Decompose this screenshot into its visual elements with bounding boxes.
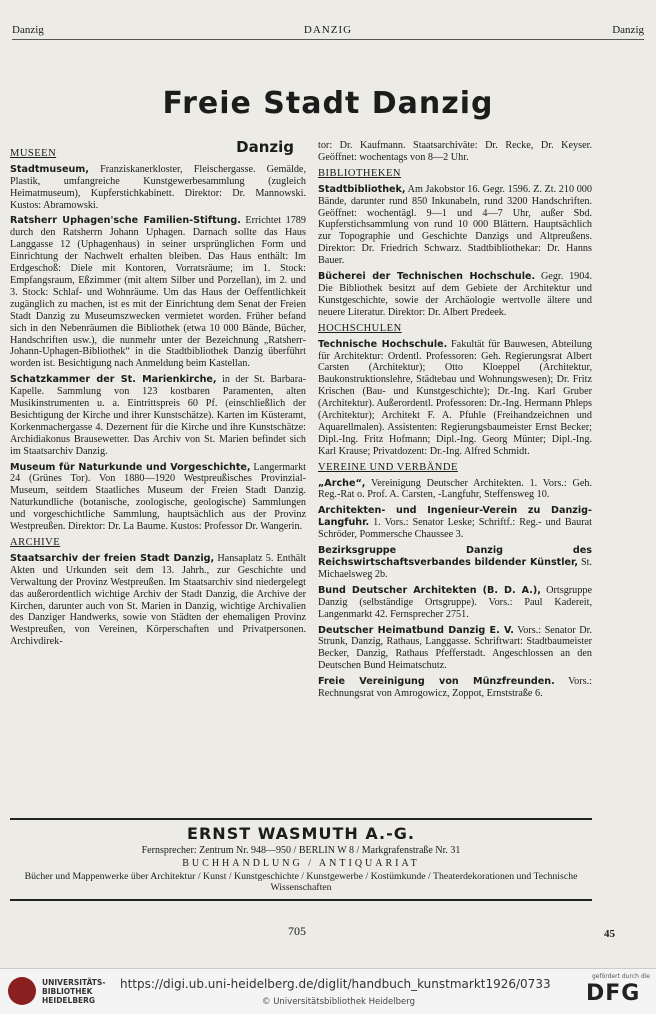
entry-name: Architekten- und Ingenieur-Verein zu Danzig-Langfuhr. bbox=[318, 505, 592, 529]
entry-name: Freie Vereinigung von Münzfreunden. bbox=[318, 676, 555, 688]
entry-text: Langermarkt 24 (Grünes Tor). Von 1880—1920 Westpreußisches Provinzial-Museum, seitdem Staatliches Museum der Freien Stadt Danzig. Naturkundliche (botanische, zoologische, geologische) Sammlungen und vorgeschichtliche Sammlung, hauptsächlich aus der Provinz Westpreußen. Direktor: Dr. La Baume. Kustos: Professor Dr. Wangerin. bbox=[10, 461, 306, 533]
entry-text: Am Jakobstor 16. Gegr. 1596. Z. Zt. 210 000 Bände, darunter rund 850 Inkunabeln, rund 3200 Handschriften. Geöffnet: wochentägl. 9—1 und 4—7 Uhr, außer Sbd. Kupferstichsammlung von rund 10 000 Blättern. Hauptsächlich zur Topographie und Geschichte Danzigs und Altpreußens. Direktor: Dr. Friedrich Schwarz. Stadtbibliothekar: Dr. Hanns Bauer. bbox=[318, 183, 592, 267]
directory-entry bbox=[318, 271, 592, 319]
copyright-notice: © Universitätsbibliothek Heidelberg bbox=[262, 997, 416, 1007]
entry-name: „Arche“, bbox=[318, 477, 366, 489]
entry-name: Bezirksgruppe Danzig des Reichswirtschaftsverbandes bildender Künstler, bbox=[318, 545, 592, 568]
directory-entry bbox=[10, 553, 306, 648]
entry-text: Ortsgruppe Danzig (selbständige Ortsgruppe). Vors.: Paul Kadereit, Langenmarkt 42. Fernsprecher 2751. bbox=[318, 584, 592, 620]
ad-brand: ERNST WASMUTH A.-G. bbox=[187, 824, 415, 843]
entry-text: Vereinigung Deutscher Architekten. 1. Vors.: Geh. Reg.-Rat o. Prof. A. Carsten, -Langfuhr, Steffensweg 10. bbox=[318, 477, 592, 501]
section-heading-bibliotheken: BIBLIOTHEKEN bbox=[318, 167, 401, 179]
institution-name: UNIVERSITÄTS- BIBLIOTHEK HEIDELBERG bbox=[42, 977, 106, 1005]
entry-name: Staatsarchiv der freien Stadt Danzig, bbox=[10, 552, 215, 564]
page-number: 705 bbox=[288, 924, 306, 938]
entry-text: St. Michaelsweg 2b. bbox=[318, 557, 593, 580]
entry-name: Bund Deutscher Architekten (B. D. A.), bbox=[318, 584, 541, 596]
entry-text: Vors.: Senator Dr. Strunk, Danzig, Rathaus, Langgasse. Schriftwart: Stadtbaumeister Becker, Danzig, Rathaus Pfefferstadt. Angeschlossen an den Deutschen Bund Heimatschutz. bbox=[318, 624, 592, 672]
entry-text: Fakultät für Bauwesen, Abteilung für Architektur: Ordentl. Professoren: Geh. Regierungsrat Albert Carsten (Architektur); Otto Kloeppel (Architektur, Baukonstruktionslehre, Städtebau und Wohnungswesen); Dr. Fritz Krischen (Bau- und Kunstgeschichte); Dr.-Ing. Karl Gruber (Architektur). Außerordentl. Professoren: Dr.-Ing. Hermann Phleps (Architektur); Architekt F. A. Pfuhle (Freihandzeichnen und Aquarellmalen). Assistenten: Regierungsbaumeister Ernst Becker; Dipl.-Ing. Fritz Hofmann; Dipl.-Ing. Georg Münter; Dipl.-Ing. Karl Krause; Privatdozent: Dr.-Ing. Alfred Schmidt. bbox=[318, 338, 593, 457]
directory-entry bbox=[10, 215, 306, 370]
directory-entry bbox=[318, 184, 592, 267]
entry-text: Franziskanerkloster, Fleischergasse. Gemälde, Plastik, umfangreiche Kunstgewerbesammlung (zugleich Heimatmuseum), Kupferstichkabinett. Direktor: Dr. Mannowski. Kustos: Abramowski. bbox=[10, 163, 306, 211]
heidelberg-logo[interactable] bbox=[8, 977, 105, 1005]
entry-name: Stadtmuseum, bbox=[10, 163, 89, 175]
entry-text: Gegr. 1904. Die Bibliothek besitzt auf dem Gebiete der Architektur und Kunstgeschichte, sowie der Archäologie wertvolle ältere und neuere Literatur. Direktor: Dr. Albert Predeek. bbox=[318, 271, 592, 318]
entry-text: Errichtet 1789 durch den Ratsherrn Johann Uphagen. Darnach sollte das Haus Langgasse 12 (Uphagenhaus) in seiner ursprünglichen Form und Einrichtung der Nachwelt erhalten bleiben. Das Haus enthält: Im Erdgeschoß: Diele mit Kontoren, Vorratsräume; im 1. Stock: Empfangsraum, Eßzimmer (mit altem Silber und Porzellan), im 2. und 3. Stock: Schlaf- und Wohnräume. Um das Haus der Oeffentlichkeit zugänglich zu machen, ist es mit der Einrichtung dem Senat der Freien Stadt Danzig zu Museumszwecken vermietet worden. Früher befand sich in den Nebenräumen die Bibliothek (etwa 10 000 Bände, Bücher, Handschriften usw.), die nunmehr unter der Bezeichnung „Ratsherr-Johann-Uphagen-Bibliothek“ in die Stadtbibliothek Danzig überführt worden ist. Besichtigung nach Anmeldung beim Kastellan. bbox=[10, 215, 306, 370]
running-head-right: Danzig bbox=[612, 24, 644, 36]
directory-entry bbox=[318, 625, 592, 673]
directory-entry bbox=[318, 545, 592, 581]
advertisement-box bbox=[10, 818, 592, 901]
hochschulen-list bbox=[318, 339, 592, 458]
entry-text: in der St. Barbara-Kapelle. Sammlung von 123 kostbaren Paramenten, alten Musikinstrumenten u. a. Eintrittspreis 60 Pf. (einschließlich der Besichtigung der Kirche und ihrer Kunstschätze). Karten im Küsteramt, Korkenmachergasse 4. Dezernent für die Kirche und ihre Kunstschätze: Archidiakonus Brausewetter. Das Archiv von St. Marien befindet sich im Staatsarchiv Danzig. bbox=[10, 374, 307, 457]
entry-text: 1. Vors.: Senator Leske; Schriftf.: Reg.- und Baurat Schröder, Pommersche Chaussee 3. bbox=[318, 517, 592, 541]
dfg-logo[interactable]: DFG bbox=[586, 981, 641, 1006]
left-column bbox=[10, 140, 306, 652]
viewer-footer bbox=[0, 968, 656, 1014]
ad-description: Bücher und Mappenwerke über Architektur / Kunst / Kunstgeschichte / Kunstgewerbe / Kostümkunde / Theaterdekorationen und Technische Wissenschaften bbox=[24, 871, 578, 893]
directory-entry bbox=[10, 164, 306, 212]
entry-name: Museum für Naturkunde und Vorgeschichte, bbox=[10, 461, 251, 473]
city-heading: Danzig bbox=[236, 138, 294, 156]
directory-entry bbox=[318, 676, 592, 700]
museen-list bbox=[10, 164, 306, 533]
entry-text: Vors.: Rechnungsrat von Amrogowicz, Zoppot, Ernststraße 6. bbox=[318, 676, 592, 700]
entry-name: Schatzkammer der St. Marienkirche, bbox=[10, 374, 217, 386]
directory-entry bbox=[318, 478, 592, 502]
archive-continuation: tor: Dr. Kaufmann. Staatsarchiväte: Dr. Recke, Dr. Keyser. Geöffnet: wochentags von 8—2 Uhr. bbox=[318, 140, 592, 163]
entry-name: Ratsherr Uphagen'sche Familien-Stiftung. bbox=[10, 215, 241, 227]
page-title: Freie Stadt Danzig bbox=[162, 86, 494, 121]
ad-business-line: BUCHHANDLUNG / ANTIQUARIAT bbox=[182, 858, 420, 869]
signature-mark: 45 bbox=[604, 928, 615, 940]
entry-name: Deutscher Heimatbund Danzig E. V. bbox=[318, 624, 514, 636]
running-head-left: Danzig bbox=[12, 24, 44, 36]
section-heading-hochschulen: HOCHSCHULEN bbox=[318, 322, 402, 334]
bibliotheken-list bbox=[318, 184, 592, 319]
funded-by-label: gefördert durch die bbox=[592, 973, 650, 980]
directory-entry bbox=[10, 462, 306, 533]
vereine-list bbox=[318, 478, 592, 700]
running-head-center: DANZIG bbox=[303, 24, 353, 36]
directory-entry bbox=[318, 585, 592, 621]
running-head bbox=[12, 24, 644, 40]
university-seal-icon bbox=[8, 977, 36, 1005]
directory-entry bbox=[318, 505, 592, 541]
directory-entry bbox=[318, 339, 592, 458]
entry-name: Stadtbibliothek, bbox=[318, 183, 406, 195]
section-heading-museen: MUSEEN bbox=[10, 147, 57, 159]
archive-list bbox=[10, 553, 306, 648]
entry-name: Bücherei der Technischen Hochschule. bbox=[318, 271, 536, 283]
ad-contact-line: Fernsprecher: Zentrum Nr. 948—950 / BERLIN W 8 / Markgrafenstraße Nr. 31 bbox=[141, 845, 461, 856]
directory-entry bbox=[10, 374, 306, 457]
section-heading-vereine: VEREINE UND VERBÄNDE bbox=[318, 461, 458, 473]
right-column bbox=[318, 140, 592, 704]
entry-name: Technische Hochschule. bbox=[318, 338, 448, 350]
entry-text: Hansaplatz 5. Enthält Akten und Urkunden seit dem 13. Jahrh., zur Geschichte und Verwaltung der Provinz Westpreußen. Im Staatsarchiv sind niedergelegt das außerordentlich wichtige Archiv der Stadt Danzig, die Archive der Kirchen, darunter auch von St. Marien in Danzig, wichtige Archivalien des Danziger Handwerks, sowie von Städten der ehemaligen Provinz Westpreußen, von Vereinen, Körperschaften und Privatpersonen. Archivdirek- bbox=[10, 552, 306, 648]
permalink-url[interactable]: https://digi.ub.uni-heidelberg.de/diglit/handbuch_kunstmarkt1926/0733 bbox=[120, 977, 551, 991]
section-heading-archive: ARCHIVE bbox=[10, 537, 61, 548]
